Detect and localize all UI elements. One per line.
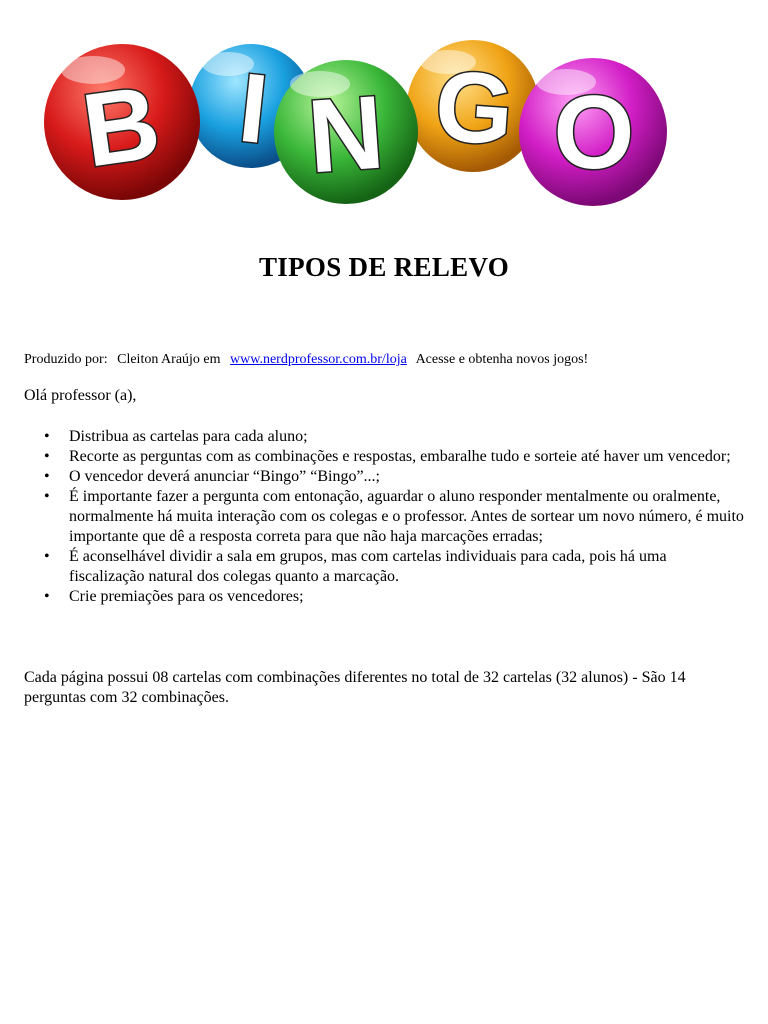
greeting: Olá professor (a), bbox=[24, 387, 137, 404]
list-item: • É importante fazer a pergunta com entonação, aguardar o aluno responder mentalmente ou oralmente, normalmente há muita interação com os colegas e o professor. Antes de sortear um novo número, é muito importante que dê a resposta correta para que não haja marcações erradas; bbox=[24, 487, 746, 547]
logo-letter-o: O bbox=[553, 75, 635, 191]
instructions-list bbox=[24, 427, 746, 607]
bingo-logo bbox=[28, 22, 678, 212]
logo-letter-i: I bbox=[234, 51, 273, 165]
logo-letter-n: N bbox=[304, 74, 388, 196]
list-item: • É aconselhável dividir a sala em grupos, mas com cartelas individuais para cada, pois há uma fiscalização natural dos colegas quanto a marcação. bbox=[24, 547, 746, 587]
page-title: TIPOS DE RELEVO bbox=[258, 252, 510, 282]
list-item: • Crie premiações para os vencedores; bbox=[24, 587, 746, 607]
list-item: • Recorte as perguntas com as combinações e respostas, embaralhe tudo e sorteie até haver um vencedor; bbox=[24, 447, 746, 467]
store-link[interactable]: www.nerdprofessor.com.br/loja bbox=[230, 352, 407, 367]
credit-line bbox=[24, 352, 588, 368]
summary-text: Cada página possui 08 cartelas com combinações diferentes no total de 32 cartelas (32 alunos) - São 14 perguntas com 32 combinações. bbox=[24, 669, 686, 706]
logo-letter-b: B bbox=[76, 64, 167, 190]
credit-author: Cleiton Araújo em bbox=[117, 352, 221, 367]
credit-prefix: Produzido por: bbox=[24, 352, 108, 367]
list-item: • Distribua as cartelas para cada aluno; bbox=[24, 427, 746, 447]
logo-letter-g: G bbox=[431, 49, 517, 167]
credit-suffix: Acesse e obtenha novos jogos! bbox=[415, 352, 589, 367]
list-item: • O vencedor deverá anunciar “Bingo” “Bingo”...; bbox=[24, 467, 746, 487]
